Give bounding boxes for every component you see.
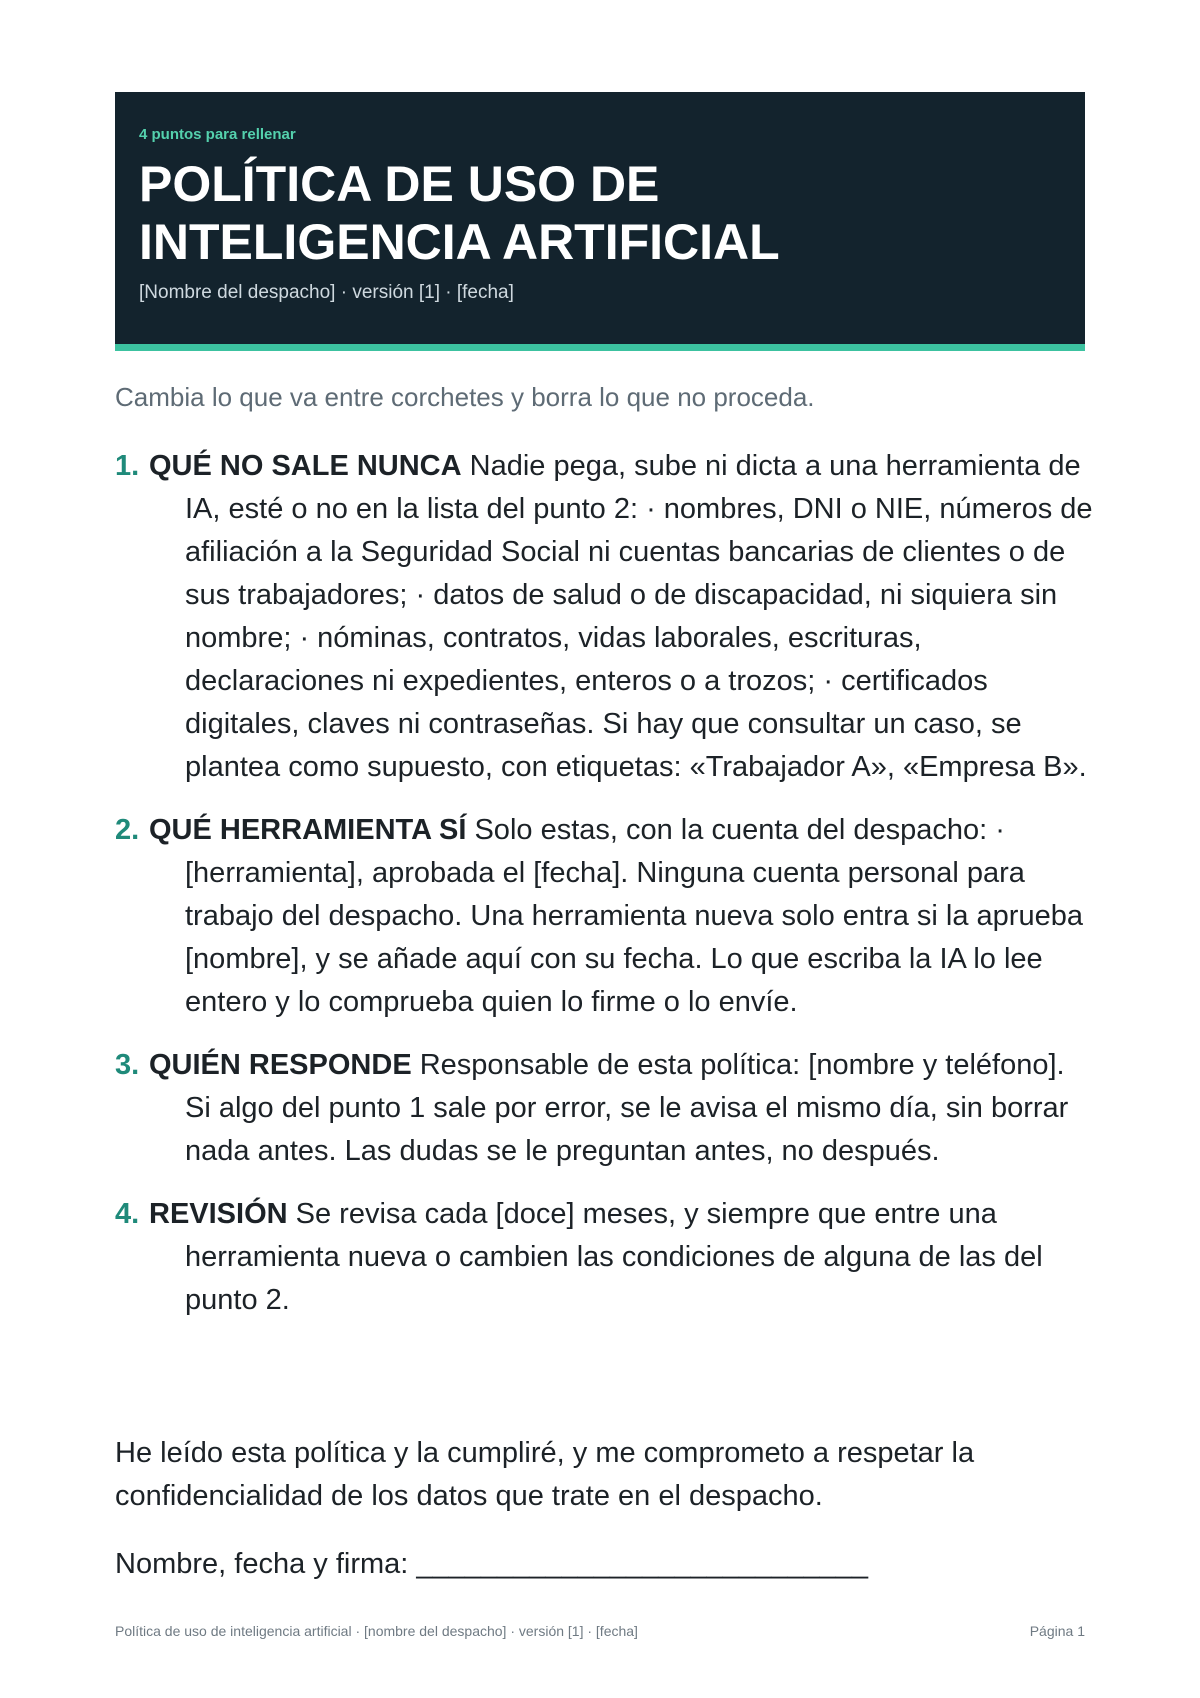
signature-field: Nombre, fecha y firma: ____________________________ (115, 1548, 868, 1580)
footer-page-number: Página 1 (1029, 1623, 1085, 1639)
item-number: 4. (115, 1198, 140, 1230)
policy-item-1 (115, 445, 1095, 789)
policy-list (115, 445, 1095, 1342)
item-number: 3. (115, 1049, 140, 1081)
item-text: Se revisa cada [doce] meses, y siempre que entre una herramienta nueva o cambien las condiciones de alguna de las del punto 2. (185, 1198, 1043, 1316)
document-header (115, 92, 1085, 351)
policy-item-4 (115, 1193, 1095, 1322)
item-heading: QUÉ NO SALE NUNCA (149, 450, 462, 482)
item-heading: QUÉ HERRAMIENTA SÍ (149, 814, 467, 846)
item-text: Nadie pega, sube ni dicta a una herramienta de IA, esté o no en la lista del punto 2: · nombres, DNI o NIE, números de afiliación a la Seguridad Social ni cuentas bancarias de clientes o de sus trabajadores; · datos de salud o de discapacidad, ni siquiera sin nombre; · nóminas, contratos, vidas laborales, escrituras, declaraciones ni expedientes, enteros o a trozos; · certificados digitales, claves ni contraseñas. Si hay que consultar un caso, se plantea como supuesto, con etiquetas: «Trabajador A», «Empresa B». (185, 450, 1093, 783)
item-number: 1. (115, 450, 140, 482)
item-text: Solo estas, con la cuenta del despacho: · [herramienta], aprobada el [fecha]. Ninguna cuenta personal para trabajo del despacho. Una herramienta nueva solo entra si la aprueba [nombre], y se añade aquí con su fecha. Lo que escriba la IA lo lee entero y lo comprueba quien lo firme o lo envíe. (185, 814, 1083, 1018)
intro-instruction: Cambia lo que va entre corchetes y borra lo que no proceda. (115, 382, 815, 412)
header-subtitle: [Nombre del despacho] · versión [1] · [fecha] (139, 282, 514, 303)
item-text: Responsable de esta política: [nombre y teléfono]. Si algo del punto 1 sale por error, se le avisa el mismo día, sin borrar nada antes. Las dudas se le preguntan antes, no después. (185, 1049, 1069, 1167)
item-heading: REVISIÓN (149, 1198, 288, 1230)
footer-document-info: Política de uso de inteligencia artificial · [nombre del despacho] · versión [1] · [fecha] (115, 1623, 638, 1639)
header-kicker: 4 puntos para rellenar (139, 126, 296, 143)
item-heading: QUIÉN RESPONDE (149, 1049, 412, 1081)
policy-item-3 (115, 1044, 1095, 1173)
pledge-statement: He leído esta política y la cumpliré, y me comprometo a respetar la confidencialidad de los datos que trate en el despacho. (115, 1437, 975, 1512)
page-title (139, 155, 1059, 271)
page-title-line-1: POLÍTICA DE USO DE (139, 156, 660, 212)
page-title-line-2: INTELIGENCIA ARTIFICIAL (139, 214, 780, 270)
item-number: 2. (115, 814, 140, 846)
policy-item-2 (115, 809, 1095, 1024)
